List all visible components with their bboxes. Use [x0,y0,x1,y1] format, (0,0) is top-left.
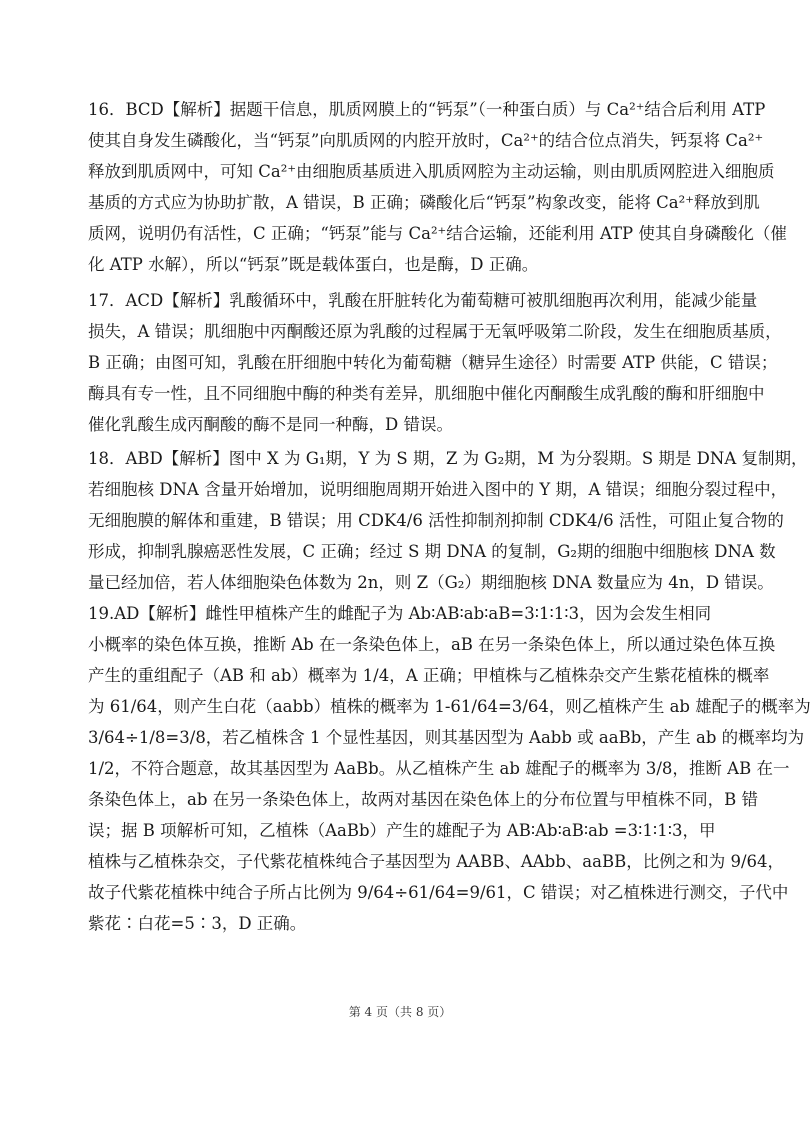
text-line: 产生的重组配子（AB 和 ab）概率为 1/4，A 正确；甲植株与乙植株杂交产生紫花植株的概率 [88,666,770,685]
text-line: 使其自身发生磷酸化，当“钙泵”向肌质网的内腔开放时，Ca²⁺的结合位点消失，钙泵将 Ca²⁺ [88,131,764,150]
text-line: 故子代紫花植株中纯合子所占比例为 9/64÷61/64=9/61，C 错误；对乙植株进行测交，子代中 [88,883,789,902]
question-19-explanation [88,598,811,939]
text-line: 化 ATP 水解），所以“钙泵”既是载体蛋白，也是酶，D 正确。 [88,255,539,274]
text-line: 形成，抑制乳腺癌恶性发展，C 正确；经过 S 期 DNA 的复制，G₂期的细胞中细胞核 DNA 数 [88,542,776,561]
text-line: 小概率的染色体互换，推断 Ab 在一条染色体上，aB 在另一条染色体上，所以通过染色体互换 [88,635,776,654]
text-line: 基质的方式应为协助扩散，A 错误，B 正确；磷酸化后“钙泵”构象改变，能将 Ca²⁺释放到肌 [88,193,760,212]
text-line: B 正确；由图可知，乳酸在肝细胞中转化为葡萄糖（糖异生途径）时需要 ATP 供能，C 错误； [88,353,778,372]
text-line: 紫花∶白花=5∶3，D 正确。 [88,914,307,933]
text-line: 损失，A 错误；肌细胞中丙酮酸还原为乳酸的过程属于无氧呼吸第二阶段，发生在细胞质基质， [88,322,782,341]
text-line: 质网，说明仍有活性，C 正确；“钙泵”能与 Ca²⁺结合运输，还能利用 ATP 使其自身磷酸化（催 [88,224,787,243]
text-line: 释放到肌质网中，可知 Ca²⁺由细胞质基质进入肌质网腔为主动运输，则由肌质网腔进入细胞质 [88,162,775,181]
text-line: 3/64÷1/8=3/8，若乙植株含 1 个显性基因，则其基因型为 Aabb 或 aaBb，产生 ab 的概率均为 [88,728,805,747]
text-line: 催化乳酸生成丙酮酸的酶不是同一种酶，D 错误。 [88,415,453,434]
text-line: 量已经加倍，若人体细胞染色体数为 2n，则 Z（G₂）期细胞核 DNA 数量应为 4n，D 错误。 [88,573,774,592]
question-16-explanation [88,94,787,280]
text-line: 酶具有专一性，且不同细胞中酶的种类有差异，肌细胞中催化丙酮酸生成乳酸的酶和肝细胞中 [88,384,765,403]
text-line: 1/2，不符合题意，故其基因型为 AaBb。从乙植株产生 ab 雄配子的概率为 3/8，推断 AB 在一 [88,759,790,778]
text-line: 为 61/64，则产生白花（aabb）植株的概率为 1-61/64=3/64，则乙植株产生 ab 雄配子的概率为 [88,697,811,716]
text-line: 18．ABD【解析】图中 X 为 G₁期，Y 为 S 期，Z 为 G₂期，M 为分裂期。S 期是 DNA 复制期， [88,449,808,468]
text-line: 19.AD【解析】雌性甲植株产生的雌配子为 Ab∶AB∶ab∶aB=3∶1∶1∶3，因为会发生相同 [88,604,712,623]
text-line: 16．BCD【解析】据题干信息，肌质网膜上的“钙泵”（一种蛋白质）与 Ca²⁺结合后利用 ATP [88,100,766,119]
text-line: 若细胞核 DNA 含量开始增加，说明细胞周期开始进入图中的 Y 期，A 错误；细胞分裂过程中， [88,480,788,499]
page-number-footer: 第 4 页（共 8 页） [348,1005,452,1019]
question-17-explanation [88,285,782,440]
text-line: 17．ACD【解析】乳酸循环中，乳酸在肝脏转化为葡萄糖可被肌细胞再次利用，能减少能量 [88,291,758,310]
question-18-explanation [88,443,808,598]
text-line: 无细胞膜的解体和重建，B 错误；用 CDK4/6 活性抑制剂抑制 CDK4/6 活性，可阻止复合物的 [88,511,784,530]
text-line: 植株与乙植株杂交，子代紫花植株纯合子基因型为 AABB、AAbb、aaBB，比例之和为 9/64， [88,852,785,871]
text-line: 误；据 B 项解析可知，乙植株（AaBb）产生的雄配子为 AB∶Ab∶aB∶ab =3∶1∶1∶3，甲 [88,821,716,840]
text-line: 条染色体上，ab 在另一条染色体上，故两对基因在染色体上的分布位置与甲植株不同，B 错 [88,790,759,809]
